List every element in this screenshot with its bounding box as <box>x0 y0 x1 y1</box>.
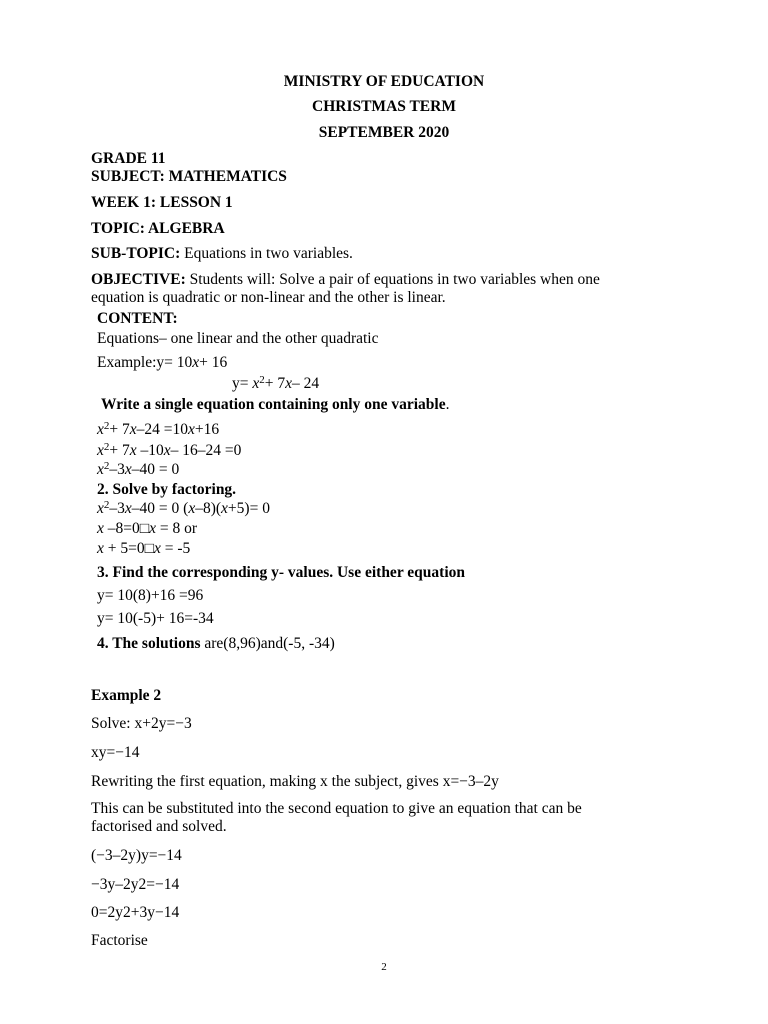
subject: SUBJECT: MATHEMATICS <box>91 168 287 185</box>
example2-line-2: −3y–2y2=−14 <box>91 876 180 893</box>
step1: Write a single equation containing only one variable. <box>101 396 450 413</box>
grade: GRADE 11 <box>91 150 166 167</box>
example2-eq2: xy=−14 <box>91 744 140 761</box>
header-date: SEPTEMBER 2020 <box>318 124 450 141</box>
objective: OBJECTIVE: Students will: Solve a pair of equations in two variables when one <box>91 271 600 288</box>
example2-heading: Example 2 <box>91 687 162 704</box>
y-value-2: y= 10(-5)+ 16=-34 <box>97 610 214 627</box>
content-intro: Equations– one linear and the other quadratic <box>97 330 379 347</box>
factor-line-1: $x^2-3x-40 = 0$ (x–8)(x+5)= 0 <box>97 499 270 517</box>
objective-continued: equation is quadratic or non-linear and the other is linear. <box>91 289 446 306</box>
example1-eq2: $y= x^2+ 7x-$ 24 <box>232 374 320 392</box>
step3: 3. Find the corresponding y- values. Use either equation <box>97 564 465 581</box>
example1-eq1: Example:y= 10x+ 16 <box>97 354 228 371</box>
step4: 4. The solutions are(8,96)and(-5, -34) <box>97 635 335 652</box>
header-ministry: MINISTRY OF EDUCATION <box>283 73 485 90</box>
factor-line-3: x + 5=0□x = -5 <box>97 540 191 557</box>
example2-rewrite: Rewriting the first equation, making x the subject, gives x=−3–2y <box>91 773 499 790</box>
y-value-1: y= 10(8)+16 =96 <box>97 587 204 604</box>
content-heading: CONTENT: <box>97 310 178 327</box>
week-lesson: WEEK 1: LESSON 1 <box>91 194 233 211</box>
step2: 2. Solve by factoring. <box>97 481 237 498</box>
factor-line-2: x –8=0□x = 8 or <box>97 520 198 537</box>
topic: TOPIC: ALGEBRA <box>91 220 225 237</box>
eq-line-3: $x^2-3x-40 = 0$ <box>97 460 180 478</box>
example2-factorise: Factorise <box>91 932 148 949</box>
example2-line-3: 0=2y2+3y−14 <box>91 904 180 921</box>
example2-line-1: (−3–2y)y=−14 <box>91 847 182 864</box>
eq-line-1: $x^2+ 7x-24 =10x+16$ <box>97 420 220 438</box>
eq-line-2: $x^2+ 7x$ –10x– 16–24 =0 <box>97 441 242 459</box>
example2-substitute: This can be substituted into the second equation to give an equation that can be <box>91 800 582 817</box>
header-term: CHRISTMAS TERM <box>312 98 456 115</box>
page-number: 2 <box>381 961 387 973</box>
example2-solve: Solve: x+2y=−3 <box>91 715 192 732</box>
example2-substitute-continued: factorised and solved. <box>91 818 227 835</box>
subtopic: SUB-TOPIC: Equations in two variables. <box>91 245 353 262</box>
